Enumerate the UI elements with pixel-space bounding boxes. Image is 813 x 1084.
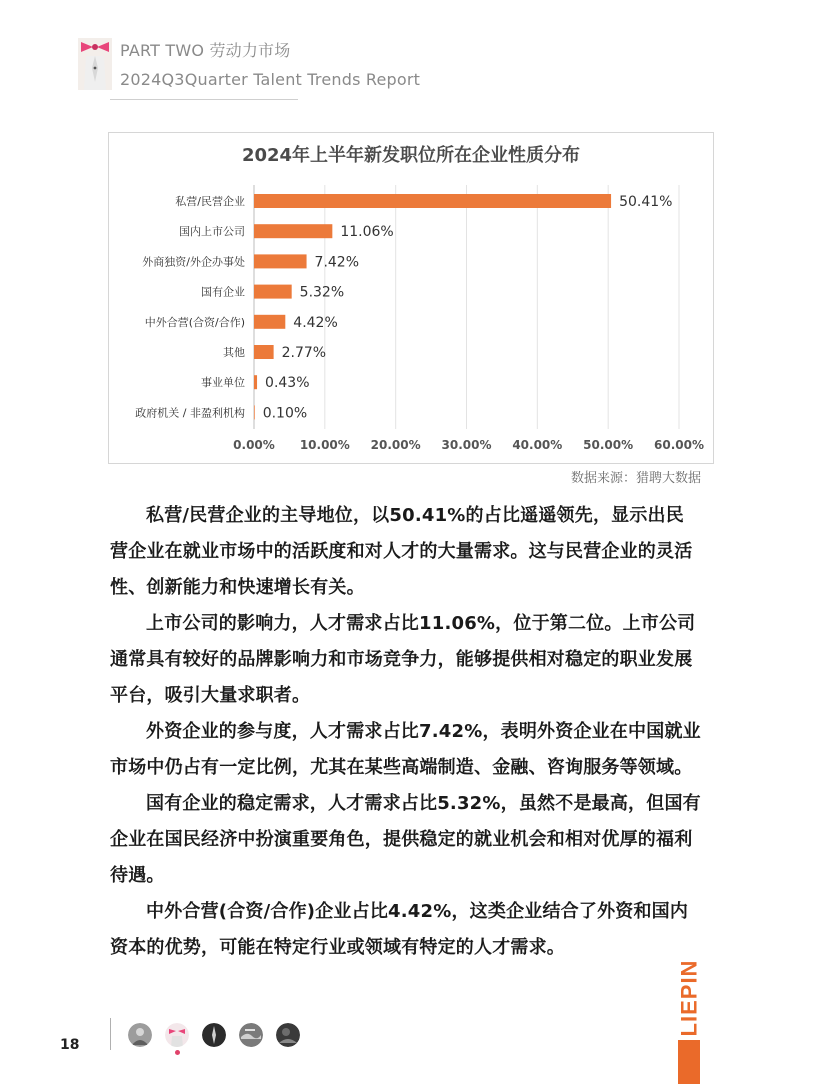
bar <box>254 194 611 208</box>
category-label: 其他 <box>223 346 245 359</box>
chart-title: 2024年上半年新发职位所在企业性质分布 <box>241 145 581 166</box>
pink-portrait-icon[interactable] <box>165 1023 189 1047</box>
x-tick-label: 40.00% <box>512 438 563 452</box>
body-text <box>110 498 702 966</box>
bow-tie-figure-icon <box>78 38 112 90</box>
paragraph: 国有企业的稳定需求，人才需求占比5.32%，虽然不是最高，但国有企业在国民经济中扮演重要角色，提供稳定的就业机会和相对优厚的福利待遇。 <box>110 793 701 886</box>
data-label: 2.77% <box>281 345 327 361</box>
bar <box>254 375 257 389</box>
report-title: 2024Q3Quarter Talent Trends Report <box>120 70 421 89</box>
page-number: 18 <box>60 1037 80 1053</box>
data-label: 11.06% <box>340 224 394 241</box>
x-tick-label: 30.00% <box>441 438 492 452</box>
category-label: 外商独资/外企办事处 <box>142 255 245 269</box>
bar <box>254 315 285 329</box>
data-source: 数据来源：猎聘大数据 <box>570 471 701 486</box>
dark-portrait-icon[interactable] <box>202 1023 226 1047</box>
data-label: 4.42% <box>293 314 338 331</box>
brand-text: LIEPIN <box>676 959 702 1037</box>
category-label: 中外合营(合资/合作) <box>144 315 245 329</box>
x-tick-label: 20.00% <box>370 438 421 452</box>
category-label: 事业单位 <box>201 376 245 390</box>
bar <box>254 405 255 419</box>
category-label: 国内上市公司 <box>179 225 245 239</box>
liepin-brand-logo <box>674 958 704 1084</box>
bar <box>254 345 274 359</box>
bar <box>254 224 332 238</box>
data-label: 0.43% <box>265 375 310 392</box>
bar-chart <box>109 133 713 463</box>
category-label: 国有企业 <box>201 285 245 299</box>
chart-container <box>108 132 714 464</box>
category-label: 政府机关 / 非盈利机构 <box>135 406 245 420</box>
bar <box>254 285 292 299</box>
paragraph: 外资企业的参与度，人才需求占比7.42%，表明外资企业在中国就业市场中仍占有一定比例，尤其在某些高端制造、金融、咨询服务等领域。 <box>110 721 701 778</box>
gray-landscape-icon[interactable] <box>239 1023 263 1047</box>
data-label: 50.41% <box>619 194 673 210</box>
data-label: 7.42% <box>314 254 360 271</box>
x-tick-label: 50.00% <box>583 438 634 452</box>
x-tick-label: 0.00% <box>233 438 275 452</box>
paragraph: 中外合营(合资/合作)企业占比4.42%，这类企业结合了外资和国内资本的优势，可能在特定行业或领域有特定的人才需求。 <box>110 901 689 958</box>
footer-divider <box>110 1018 111 1050</box>
data-label: 5.32% <box>299 284 345 301</box>
bar <box>254 254 307 268</box>
active-page-indicator <box>175 1050 180 1055</box>
part-label: PART TWO 劳动力市场 <box>120 41 291 60</box>
category-label: 私营/民营企业 <box>175 195 245 208</box>
paragraph: 上市公司的影响力，人才需求占比11.06%，位于第二位。上市公司通常具有较好的品牌影响力和市场竞争力，能够提供相对稳定的职业发展平台，吸引大量求职者。 <box>110 613 696 706</box>
x-tick-label: 60.00% <box>654 438 704 452</box>
x-tick-label: 10.00% <box>299 438 350 452</box>
paragraph: 私营/民营企业的主导地位，以50.41%的占比遥遥领先，显示出民营企业在就业市场中的活跃度和对人才的大量需求。这与民营企业的灵活性、创新能力和快速增长有关。 <box>110 505 693 598</box>
gray-portrait-icon[interactable] <box>128 1023 152 1047</box>
header-divider <box>110 99 298 100</box>
data-label: 0.10% <box>262 405 308 422</box>
dark-portrait-icon-2[interactable] <box>276 1023 300 1047</box>
